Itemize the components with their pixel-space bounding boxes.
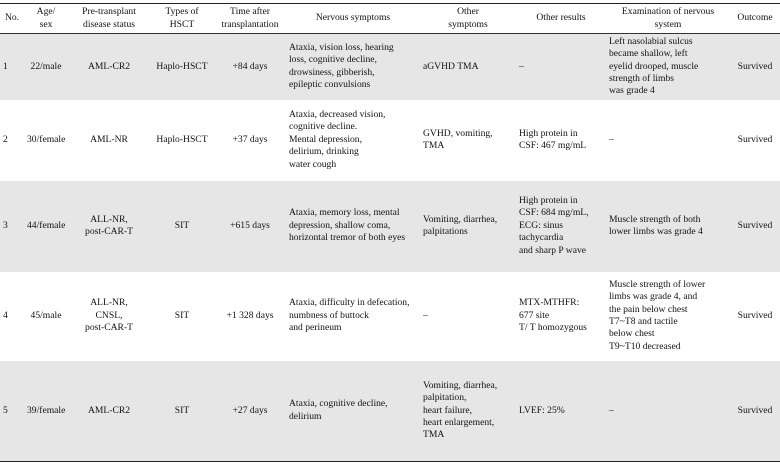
cell-hsct-type: SIT: [174, 219, 190, 231]
cell-outcome: Survived: [737, 404, 773, 416]
cell-other-results: MTX-MTHFR: 677 site T/ T homozygous: [519, 297, 587, 334]
cell-nervous-exam: Muscle strength of both lower limbs was grade 4: [609, 213, 703, 237]
cell-age-sex: 30/female: [27, 133, 66, 145]
cell-other-results: High protein in CSF: 467 mg/mL: [519, 127, 587, 151]
cell-no: 4: [3, 309, 8, 321]
header-time: Time after transplantation: [221, 6, 279, 30]
cell-other-results: –: [519, 60, 524, 72]
cell-hsct-type: Haplo-HSCT: [156, 133, 208, 145]
cell-nervous-exam: Muscle strength of lower limbs was grade 4, and the pain below chest T7~T8 and tactile below chest T9~T10 decreased: [609, 278, 706, 352]
cell-outcome: Survived: [737, 133, 773, 145]
cell-outcome: Survived: [737, 309, 773, 321]
cell-disease-status: ALL-NR, post-CAR-T: [85, 213, 133, 237]
cell-time: +27 days: [232, 404, 268, 416]
cell-outcome: Survived: [737, 219, 773, 231]
header-row: [0, 4, 780, 34]
cell-disease-status: AML-CR2: [87, 404, 131, 416]
cell-no: 2: [3, 133, 8, 145]
cell-hsct-type: Haplo-HSCT: [156, 60, 208, 72]
cell-nervous-symptoms: Ataxia, decreased vision, cognitive decline. Mental depression, delirium, drinking water cough: [289, 108, 386, 170]
cell-no: 5: [3, 404, 8, 416]
cell-time: +84 days: [232, 60, 268, 72]
cell-hsct-type: SIT: [174, 309, 190, 321]
header-outcome: Outcome: [737, 12, 773, 24]
table-row: [0, 181, 780, 272]
header-nervous-symptoms: Nervous symptoms: [315, 12, 391, 24]
cell-nervous-exam: –: [609, 133, 614, 145]
header-disease-status: Pre-transplant disease status: [82, 6, 136, 30]
table-row: [0, 272, 780, 361]
patients-table: [0, 3, 780, 462]
table-row: [0, 100, 780, 181]
cell-nervous-symptoms: Ataxia, memory loss, mental depression, shallow coma, horizontal tremor of both eyes: [289, 207, 406, 244]
header-no: No.: [4, 12, 20, 24]
cell-age-sex: 45/male: [30, 309, 62, 321]
table-row: [0, 34, 780, 100]
cell-age-sex: 44/female: [27, 219, 66, 231]
cell-time: +1 328 days: [226, 309, 274, 321]
header-age-sex: Age/ sex: [36, 6, 56, 30]
cell-nervous-symptoms: Ataxia, vision loss, hearing loss, cognitive decline, drowsiness, gibberish, epileptic convulsions: [289, 41, 394, 91]
header-other-symptoms: Other symptoms: [448, 6, 488, 30]
header-other-results: Other results: [536, 12, 586, 24]
table-body: [0, 34, 780, 462]
cell-outcome: Survived: [737, 60, 773, 72]
cell-other-results: High protein in CSF: 684 mg/mL, ECG: sinus tachycardia and sharp P wave: [519, 194, 589, 256]
cell-no: 1: [3, 60, 8, 72]
cell-nervous-symptoms: Ataxia, cognitive decline, delirium: [289, 398, 388, 422]
table-header: [0, 4, 780, 34]
cell-other-symptoms: GVHD, vomiting, TMA: [423, 127, 493, 151]
cell-other-symptoms: Vomiting, diarrhea, palpitations: [423, 213, 498, 237]
cell-nervous-exam: Left nasolabial sulcus became shallow, left eyelid drooped, muscle strength of limbs was grade 4: [609, 35, 699, 97]
cell-time: +615 days: [230, 219, 270, 231]
cell-age-sex: 39/female: [27, 404, 66, 416]
header-nervous-exam: Examination of nervous system: [621, 6, 715, 30]
cell-other-symptoms: –: [423, 309, 428, 321]
cell-nervous-exam: –: [609, 404, 614, 416]
table-row: [0, 361, 780, 462]
cell-disease-status: AML-CR2: [87, 60, 131, 72]
cell-other-symptoms: aGVHD TMA: [423, 60, 479, 72]
cell-age-sex: 22/male: [30, 60, 62, 72]
cell-other-results: LVEF: 25%: [519, 404, 565, 416]
header-hsct-type: Types of HSCT: [165, 6, 199, 30]
cell-disease-status: ALL-NR, CNSL, post-CAR-T: [85, 297, 133, 334]
cell-disease-status: AML-NR: [90, 133, 128, 145]
cell-time: +37 days: [232, 133, 268, 145]
cell-no: 3: [3, 219, 8, 231]
cell-hsct-type: SIT: [174, 404, 190, 416]
cell-nervous-symptoms: Ataxia, difficulty in defecation, numbness of buttock and perineum: [289, 297, 410, 334]
cell-other-symptoms: Vomiting, diarrhea, palpitation, heart failure, heart enlargement, TMA: [423, 379, 498, 441]
